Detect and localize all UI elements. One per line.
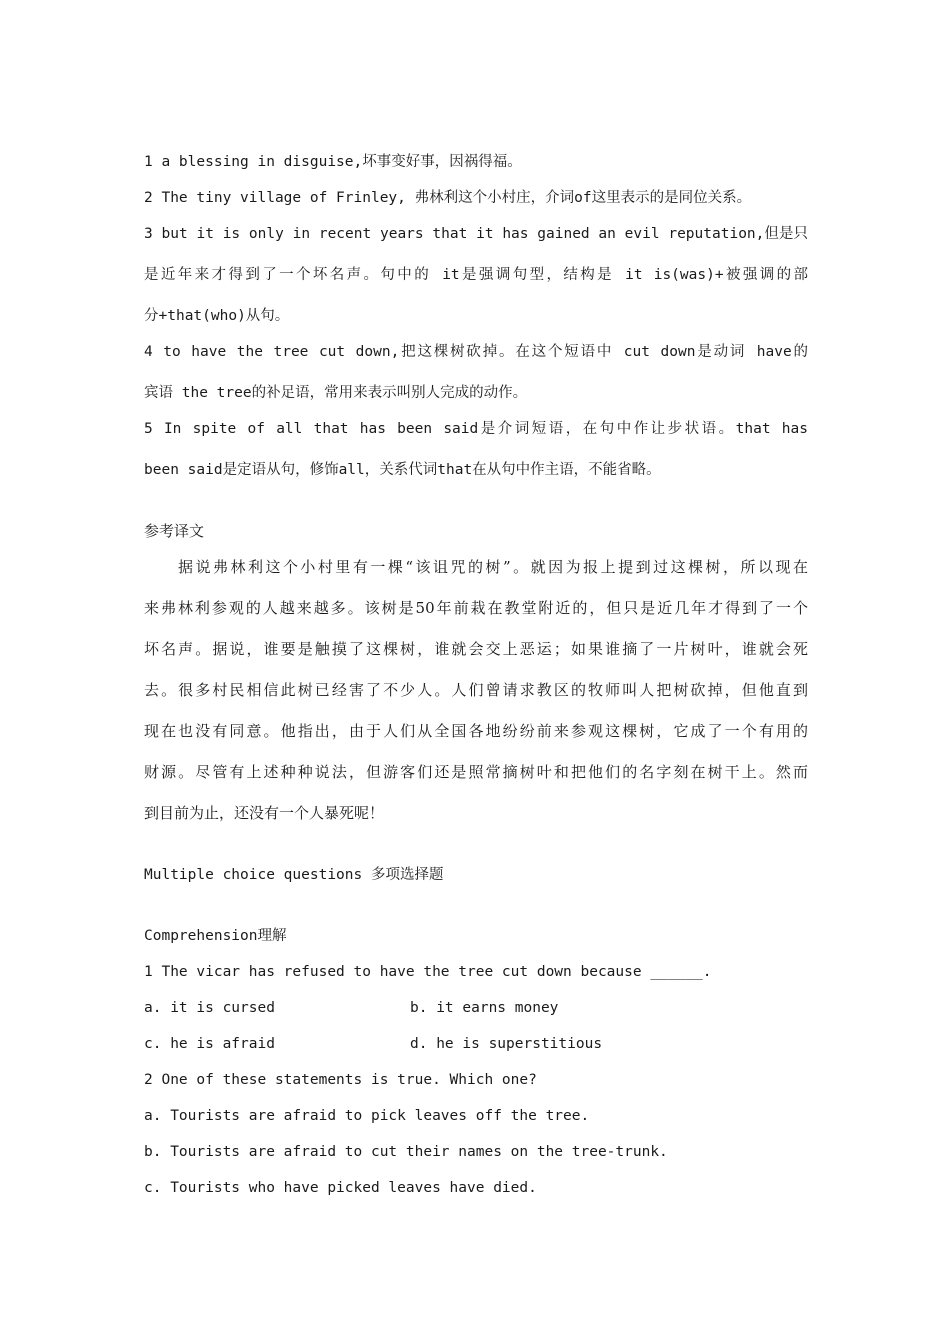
translation-line-6: 财源。尽管有上述种种说法，但游客们还是照常摘树叶和把他们的名字刻在树干上。然而 [144, 763, 808, 781]
translation-line-7: 到目前为止，还没有一个人暴死呢！ [144, 804, 385, 822]
note-2: 2 The tiny village of Frinley, 弗林利这个小村庄，介词of这里表示的是同位关系。 [144, 190, 752, 206]
note-4-line-2: 宾语 the tree的补足语，常用来表示叫别人完成的动作。 [144, 385, 528, 401]
note-3-line-2: 是近年来才得到了一个坏名声。句中的 it是强调句型，结构是 it is(was)+被强调的部 [144, 267, 808, 283]
question-1-stem: 1 The vicar has refused to have the tree cut down because ______. [144, 964, 712, 980]
note-5-line-2: been said是定语从句，修饰all，关系代词that在从句中作主语，不能省略。 [144, 462, 661, 478]
question-1-option-c: c. he is afraid [144, 1036, 275, 1052]
translation-heading: 参考译文 [144, 522, 205, 540]
question-1-options-row-2 [144, 1034, 808, 1054]
note-5-line-1: 5 In spite of all that has been said是介词短语，在句中作让步状语。that has [144, 421, 808, 437]
question-1-option-a: a. it is cursed [144, 1000, 275, 1016]
note-3-line-3: 分+that(who)从句。 [144, 308, 290, 324]
translation-line-1: 据说弗林利这个小村里有一棵“该诅咒的树”。就因为报上提到过这棵树，所以现在 [178, 558, 808, 576]
translation-line-3: 坏名声。据说，谁要是触摸了这棵树，谁就会交上恶运；如果谁摘了一片树叶，谁就会死 [144, 640, 808, 658]
note-3-line-1: 3 but it is only in recent years that it has gained an evil reputation,但是只 [144, 226, 808, 242]
translation-line-2: 来弗林利参观的人越来越多。该树是50年前栽在教堂附近的，但只是近几年才得到了一个 [144, 599, 808, 617]
question-2-option-a: a. Tourists are afraid to pick leaves off the tree. [144, 1108, 590, 1124]
question-1-option-d: d. he is superstitious [410, 1036, 603, 1052]
question-2-stem: 2 One of these statements is true. Which one? [144, 1072, 537, 1088]
translation-line-5: 现在也没有同意。他指出，由于人们从全国各地纷纷前来参观这棵树，它成了一个有用的 [144, 722, 808, 740]
translation-line-4: 去。很多村民相信此树已经害了不少人。人们曾请求教区的牧师叫人把树砍掉，但他直到 [144, 681, 808, 699]
mcq-heading: Multiple choice questions 多项选择题 [144, 867, 444, 883]
question-2-option-c: c. Tourists who have picked leaves have died. [144, 1180, 537, 1196]
comprehension-heading: Comprehension理解 [144, 928, 287, 944]
note-1: 1 a blessing in disguise,坏事变好事，因祸得福。 [144, 154, 522, 170]
question-1-option-b: b. it earns money [410, 1000, 559, 1016]
question-2-option-b: b. Tourists are afraid to cut their names on the tree-trunk. [144, 1144, 668, 1160]
question-1-options-row-1 [144, 998, 808, 1018]
note-4-line-1: 4 to have the tree cut down,把这棵树砍掉。在这个短语中 cut down是动词 have的 [144, 344, 808, 360]
